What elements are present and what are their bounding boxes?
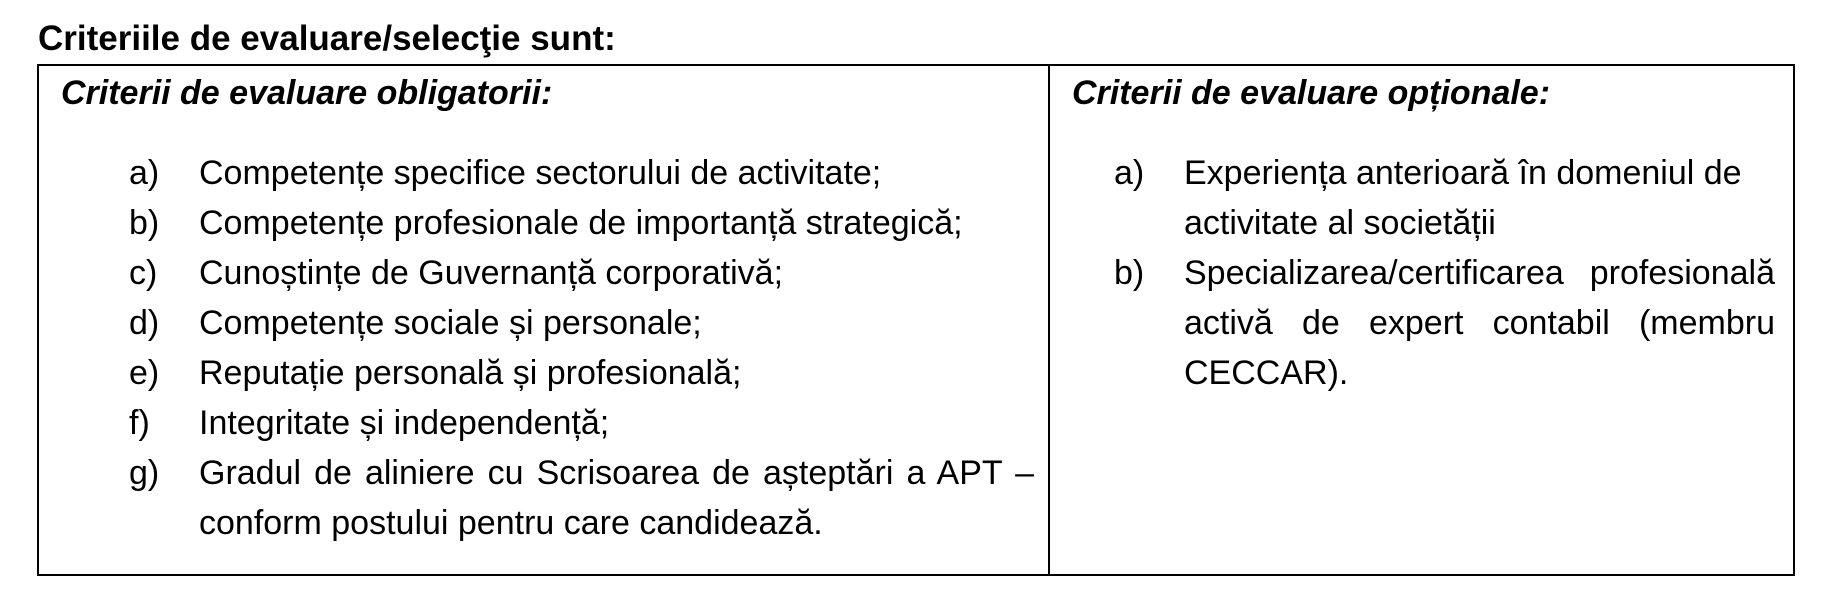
list-item [129, 348, 1034, 398]
section-heading: Criteriile de evaluare/selecţie sunt: [38, 19, 616, 58]
list-item-text: Integritate și independență; [199, 404, 610, 442]
list-marker: c) [129, 254, 158, 292]
list-item [129, 198, 1034, 248]
list-marker: f) [129, 404, 150, 442]
list-item-text: Gradul de aliniere cu Scrisoarea de așteptări a APT – conform postului pentru care candidează. [199, 454, 1034, 542]
list-marker: b) [1114, 254, 1145, 292]
list-item-text: Reputație personală și profesională; [199, 354, 742, 392]
list-item [1114, 248, 1775, 398]
list-item-text: Experiența anterioară în domeniul de activitate al societății [1184, 154, 1742, 242]
list-item-text: Specializarea/certificarea profesională activă de expert contabil (membru CECCAR). [1184, 254, 1775, 392]
mandatory-criteria-list [129, 148, 1034, 548]
list-item-text: Competențe specifice sectorului de activitate; [199, 154, 882, 192]
list-item [129, 398, 1034, 448]
list-item-text: Cunoștințe de Guvernanță corporativă; [199, 254, 784, 292]
optional-criteria-list [1114, 148, 1775, 398]
mandatory-criteria-title: Criterii de evaluare obligatorii: [61, 74, 553, 112]
list-marker: e) [129, 354, 160, 392]
optional-criteria-title: Criterii de evaluare opționale: [1072, 74, 1551, 112]
list-marker: d) [129, 304, 160, 342]
list-marker: a) [129, 154, 160, 192]
criteria-table [37, 64, 1795, 576]
list-item [129, 448, 1034, 548]
list-item [129, 298, 1034, 348]
list-item [129, 148, 1034, 198]
list-marker: a) [1114, 154, 1145, 192]
list-item [1114, 148, 1775, 248]
list-marker: b) [129, 204, 160, 242]
list-item-text: Competențe profesionale de importanță strategică; [199, 204, 963, 242]
list-item [129, 248, 1034, 298]
list-item-text: Competențe sociale și personale; [199, 304, 702, 342]
optional-criteria-column [1050, 66, 1795, 574]
mandatory-criteria-column [39, 66, 1048, 574]
list-marker: g) [129, 454, 160, 492]
